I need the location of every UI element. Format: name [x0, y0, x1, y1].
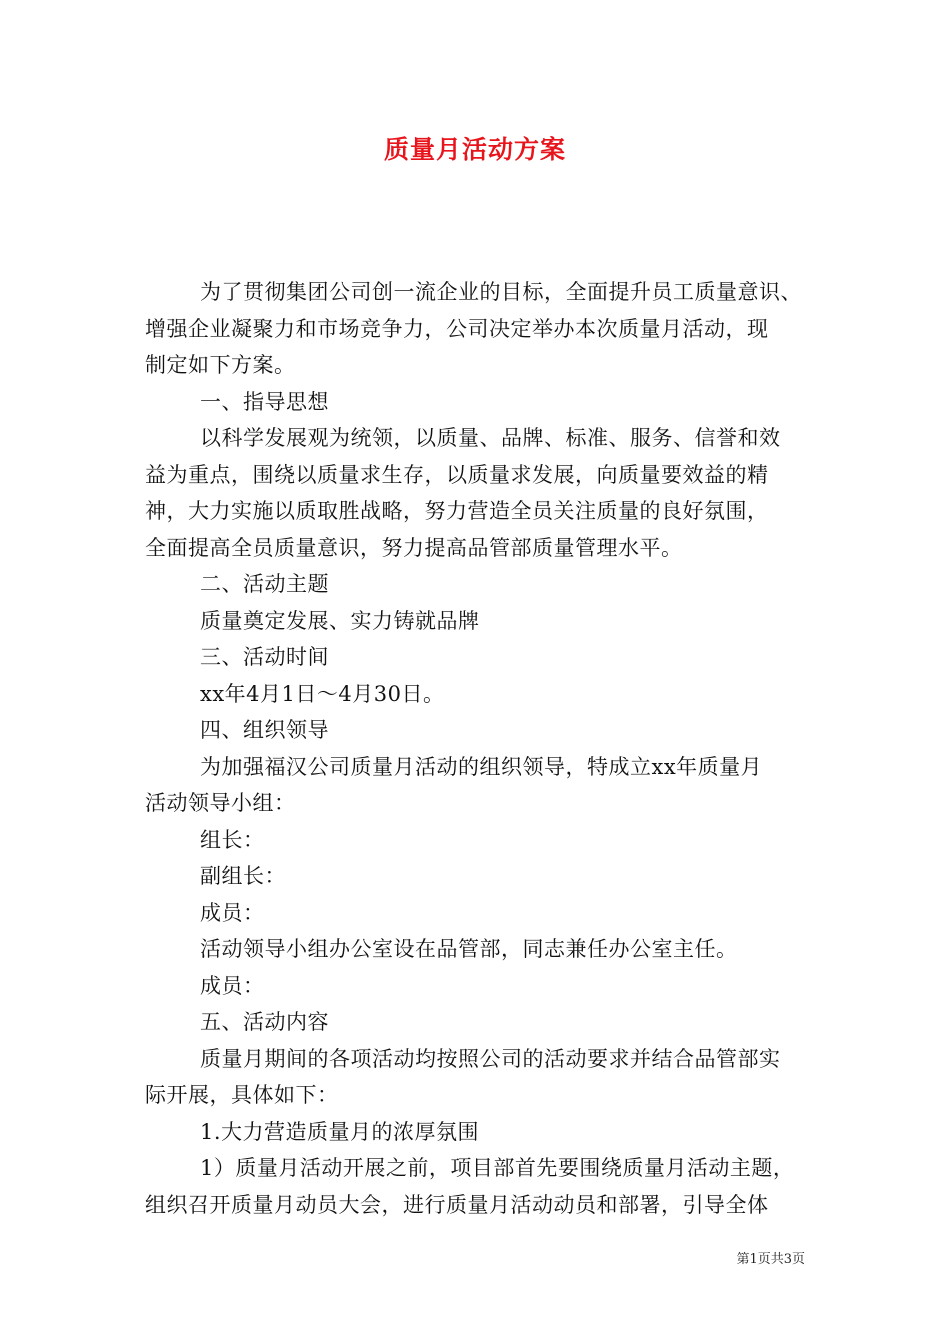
text-line: 二、活动主题: [200, 572, 329, 596]
text-line: 增强企业凝聚力和市场竞争力，公司决定举办本次质量月活动，现: [145, 316, 769, 341]
text-line: 五、活动内容: [200, 1010, 329, 1034]
text-line: 1）质量月活动开展之前，项目部首先要围绕质量月活动主题，: [200, 1156, 795, 1180]
text-line: xx年4月1日～4月30日。: [200, 681, 445, 706]
text-line: 组织召开质量月动员大会，进行质量月活动动员和部署，引导全体: [145, 1192, 769, 1217]
text-line: 为加强福汉公司质量月活动的组织领导，特成立xx年质量月: [200, 754, 763, 779]
document-title: 质量月活动方案: [383, 135, 566, 164]
text-line: 质量月期间的各项活动均按照公司的活动要求并结合品管部实: [200, 1046, 781, 1071]
text-line: 副组长：: [200, 864, 286, 888]
text-line: 制定如下方案。: [145, 353, 296, 377]
text-line: 成员：: [200, 900, 265, 925]
page-number: 第1页共3页: [736, 1252, 805, 1267]
text-line: 以科学发展观为统领，以质量、品牌、标准、服务、信誉和效: [200, 426, 781, 450]
text-line: 益为重点，围绕以质量求生存，以质量求发展，向质量要效益的精: [145, 462, 769, 487]
text-line: 成员：: [200, 973, 265, 998]
document-body: [145, 274, 825, 1223]
text-line: 四、组织领导: [200, 718, 329, 742]
text-line: 际开展，具体如下：: [145, 1083, 339, 1107]
text-line: 1.大力营造质量月的浓厚氛围: [200, 1119, 480, 1144]
text-line: 质量奠定发展、实力铸就品牌: [200, 608, 480, 633]
text-line: 一、指导思想: [200, 389, 329, 414]
text-line: 神，大力实施以质取胜战略，努力营造全员关注质量的良好氛围，: [145, 499, 769, 523]
text-line: 活动领导小组：: [145, 791, 296, 815]
text-line: 全面提高全员质量意识，努力提高品管部质量管理水平。: [145, 535, 683, 560]
text-line: 三、活动时间: [200, 645, 329, 669]
text-line: 为了贯彻集团公司创一流企业的目标，全面提升员工质量意识、: [200, 280, 802, 304]
text-line: 活动领导小组办公室设在品管部，同志兼任办公室主任。: [200, 937, 738, 961]
text-line: 组长：: [200, 827, 265, 852]
